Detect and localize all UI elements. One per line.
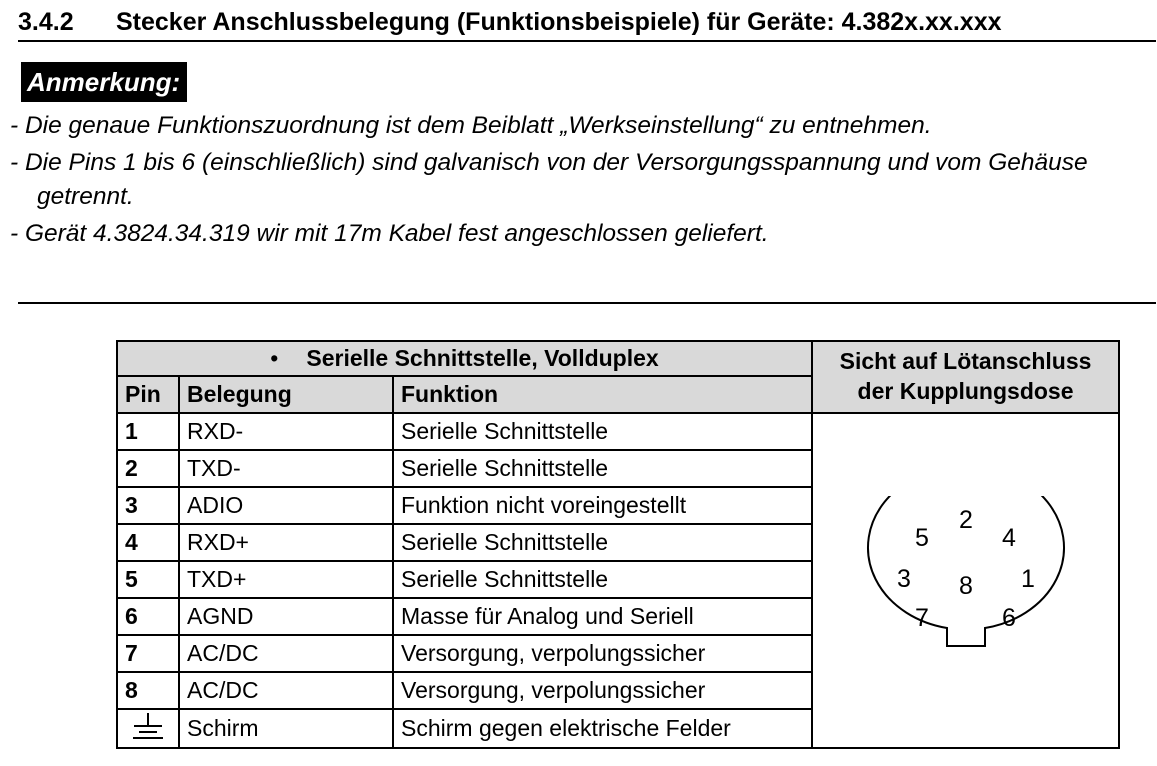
connector-pin-label: 7 — [914, 603, 929, 632]
connector-pinout-icon — [866, 496, 1066, 660]
pin-number: 8 — [117, 672, 179, 709]
connector-pin-label: 6 — [1001, 603, 1016, 632]
pin-assignment: AC/DC — [179, 635, 393, 672]
connector-pin-label: 5 — [914, 523, 929, 552]
connector-pin-label: 3 — [896, 564, 911, 593]
pin-assignment: ADIO — [179, 487, 393, 524]
pin-number: 3 — [117, 487, 179, 524]
pin-function: Serielle Schnittstelle — [393, 413, 812, 450]
section-title: Stecker Anschlussbelegung (Funktionsbeispiele) für Geräte: 4.382x.xx.xxx — [116, 8, 1002, 36]
pin-assignment: RXD- — [179, 413, 393, 450]
column-header-function: Funktion — [393, 376, 812, 413]
pin-function: Serielle Schnittstelle — [393, 450, 812, 487]
pin-function: Masse für Analog und Seriell — [393, 598, 812, 635]
pin-function: Versorgung, verpolungssicher — [393, 672, 812, 709]
pin-assignment: RXD+ — [179, 524, 393, 561]
connector-pin-label: 8 — [958, 571, 973, 600]
pin-number: 1 — [117, 413, 179, 450]
pin-assignment: AGND — [179, 598, 393, 635]
note-label: Anmerkung: — [21, 62, 187, 102]
bullet: • — [270, 345, 279, 371]
table-row — [117, 413, 1119, 450]
pin-function: Funktion nicht voreingestellt — [393, 487, 812, 524]
pin-function: Schirm gegen elektrische Felder — [393, 709, 812, 748]
section-heading — [18, 4, 1156, 42]
ground-icon — [131, 711, 165, 741]
note-item: - Die genaue Funktionszuordnung ist dem Beiblatt „Werkseinstellung“ zu entnehmen. — [10, 112, 932, 139]
pin-number: 4 — [117, 524, 179, 561]
column-header-pin: Pin — [117, 376, 179, 413]
pin-number: 2 — [117, 450, 179, 487]
pin-number: 5 — [117, 561, 179, 598]
pin-assignment: AC/DC — [179, 672, 393, 709]
pin-assignment-table — [116, 340, 1120, 749]
pin-assignment: TXD+ — [179, 561, 393, 598]
column-header-assignment: Belegung — [179, 376, 393, 413]
connector-pin-label: 2 — [958, 505, 973, 534]
pin-number: 6 — [117, 598, 179, 635]
pin-function: Serielle Schnittstelle — [393, 524, 812, 561]
connector-pin-label: 1 — [1020, 564, 1035, 593]
pin-number: 7 — [117, 635, 179, 672]
note-list — [10, 109, 1140, 254]
table-section-title: • Serielle Schnittstelle, Vollduplex — [117, 341, 812, 376]
pin-function: Versorgung, verpolungssicher — [393, 635, 812, 672]
pin-function: Serielle Schnittstelle — [393, 561, 812, 598]
pin-number — [117, 709, 179, 748]
note-item: - Die Pins 1 bis 6 (einschließlich) sind galvanisch von der Versorgungsspannung und vom Gehäuse getrennt. — [10, 149, 1088, 210]
pin-assignment: TXD- — [179, 450, 393, 487]
pin-assignment: Schirm — [179, 709, 393, 748]
connector-pin-label: 4 — [1001, 523, 1016, 552]
section-number: 3.4.2 — [18, 8, 74, 36]
view-title: Sicht auf Lötanschluss der Kupplungsdose — [812, 341, 1119, 413]
note-item: - Gerät 4.3824.34.319 wir mit 17m Kabel fest angeschlossen geliefert. — [10, 220, 769, 247]
connector-diagram-cell — [812, 413, 1119, 748]
divider — [18, 302, 1156, 304]
